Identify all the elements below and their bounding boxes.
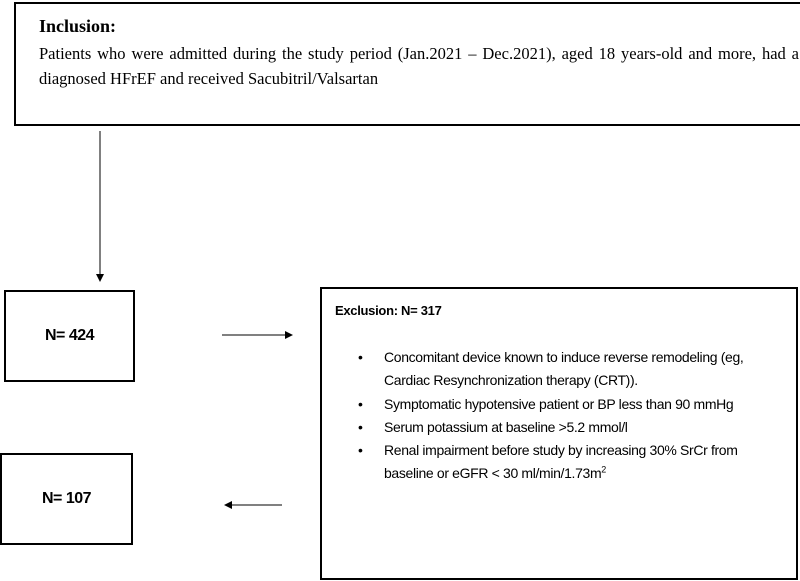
bullet-icon: • [358,349,363,365]
exclusion-criterion: • Serum potassium at baseline >5.2 mmol/l [384,416,784,439]
bullet-icon: • [358,395,363,412]
bullet-icon: • [358,442,363,459]
inclusion-box [14,2,800,126]
exclusion-criterion: • Concomitant device known to induce reverse remodeling (eg, Cardiac Resynchronization therapy (CRT)). [384,346,784,393]
bullet-icon: • [358,418,363,435]
superscript: 2 [601,464,606,475]
final-count-box [0,453,133,545]
inclusion-title: Inclusion: [39,16,117,36]
exclusion-criteria-list [322,346,784,486]
inclusion-text: Patients who were admitted during the study period (Jan.2021 – Dec.2021), aged 18 years-old and more, had a diagnosed HFrEF and received Sacubitril/Valsartan [39,44,799,88]
exclusion-criterion: • Symptomatic hypotensive patient or BP less than 90 mmHg [384,393,784,416]
exclusion-title: Exclusion: N= 317 [335,303,442,318]
included-count-box [4,290,135,382]
included-count: N= 424 [44,327,95,344]
exclusion-box [320,287,798,580]
final-count: N= 107 [41,490,92,507]
exclusion-criterion: • Renal impairment before study by increasing 30% SrCr from baseline or eGFR < 30 $ml/\min/1.73m^2$ [384,439,784,486]
